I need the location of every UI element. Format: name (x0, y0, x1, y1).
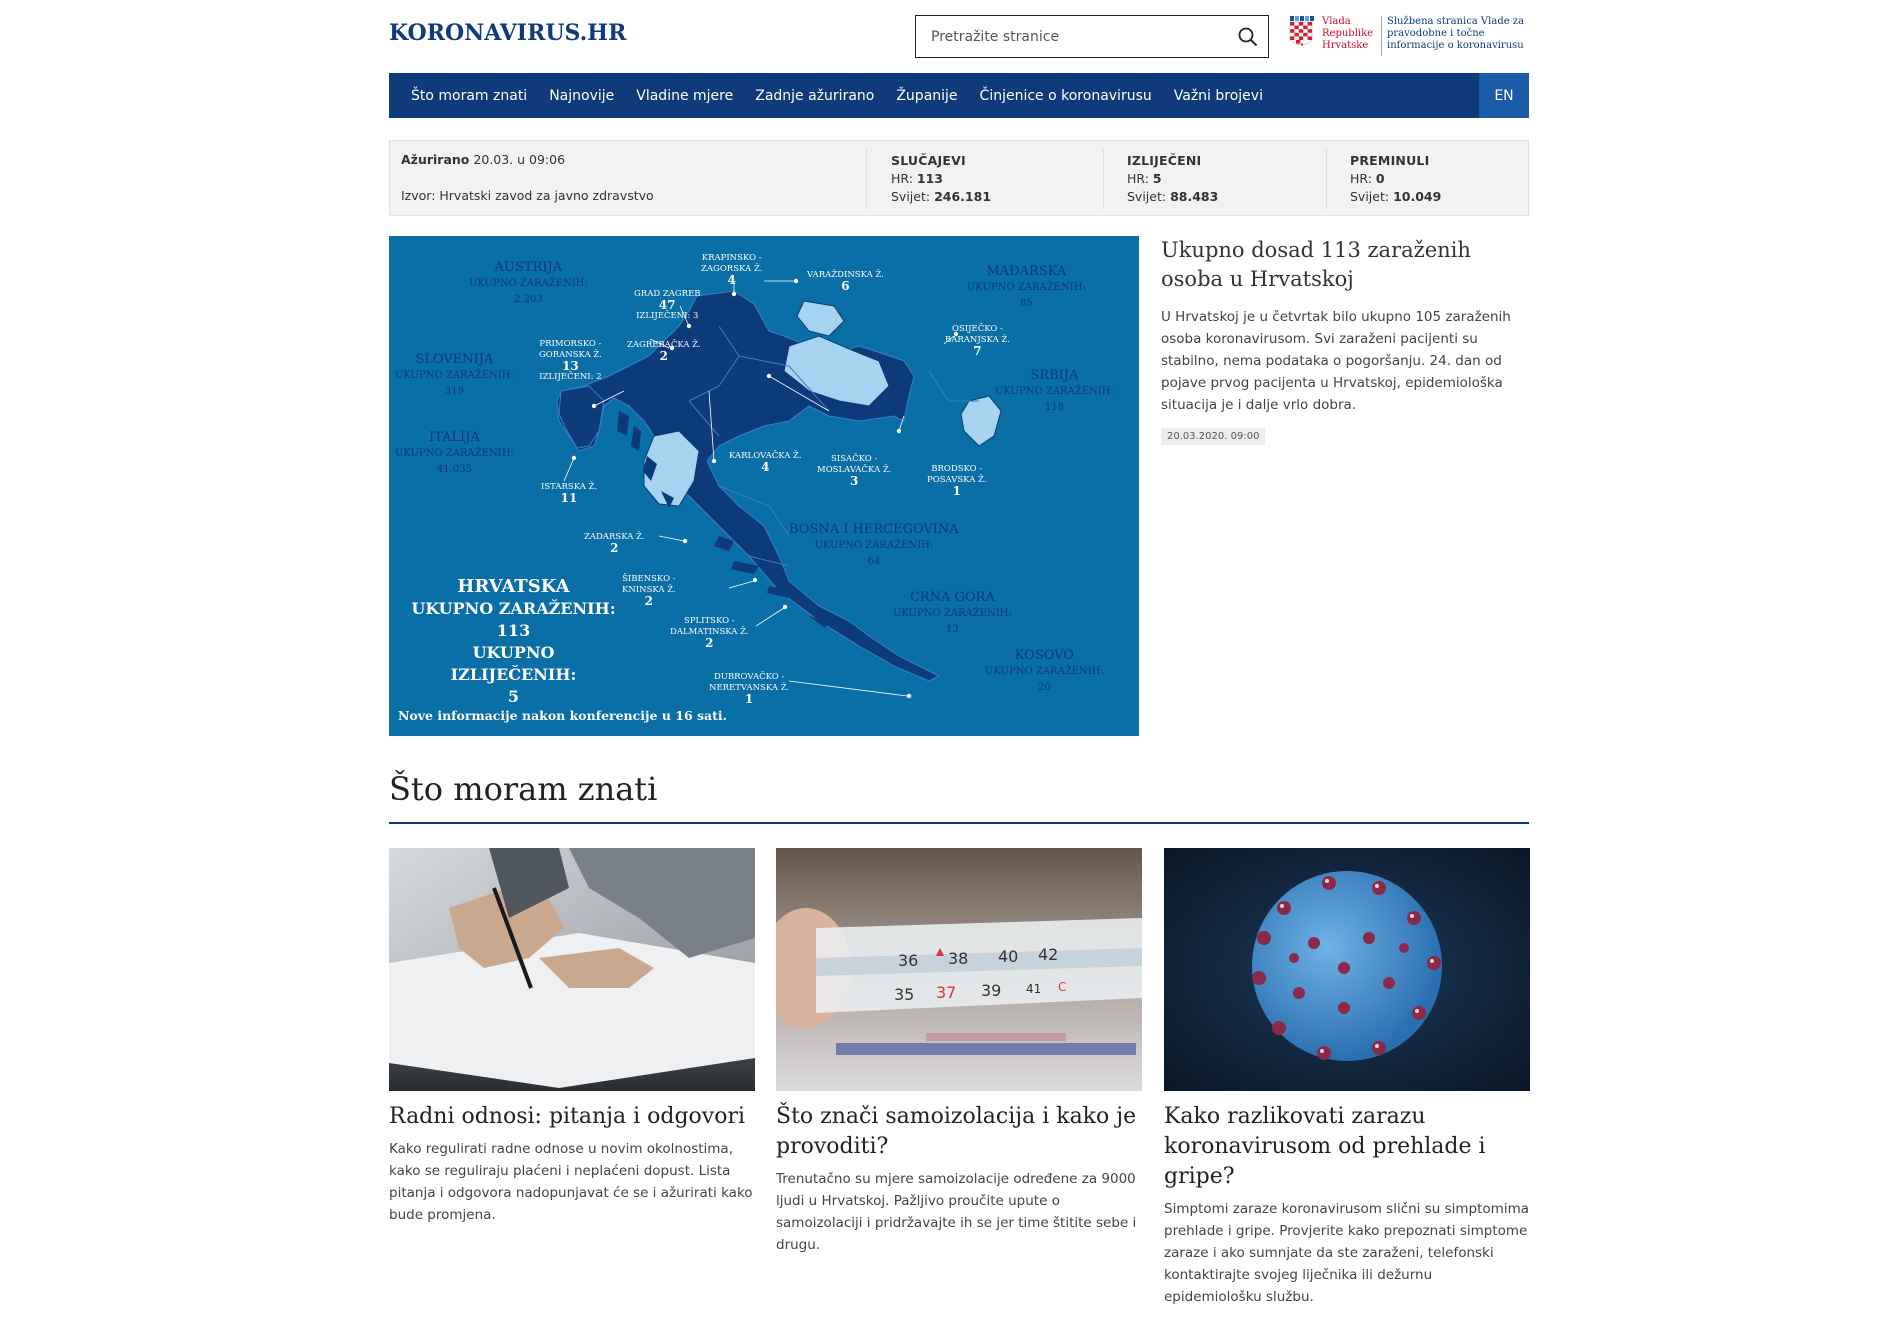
nav-item-najnovije[interactable]: Najnovije (549, 87, 615, 104)
nav-item-sto-moram-znati[interactable]: Što moram znati (411, 87, 528, 104)
county-sisacko-moslavacka[interactable] (817, 454, 891, 487)
cases-title: SLUČAJEVI (891, 153, 966, 168)
croatia-title: HRVATSKA (457, 576, 570, 597)
county-value: 13 (562, 359, 579, 373)
thermo-tick-35: 35 (894, 985, 915, 1004)
card-razlikovati-zarazu[interactable] (1164, 848, 1530, 1308)
section-header (389, 770, 1529, 824)
thermo-tick-37: 37 (936, 983, 957, 1002)
county-varazdinska[interactable] (807, 270, 884, 292)
nav-item-vazni-brojevi[interactable]: Važni brojevi (1173, 87, 1263, 104)
county-sibensko-kninska[interactable] (622, 574, 676, 607)
croatia-recovered-value: 5 (507, 687, 520, 706)
thermo-unit: C (1058, 980, 1067, 994)
deceased-world-label: Svijet: (1350, 189, 1390, 204)
stats-bar (389, 140, 1529, 216)
card-text: Simptomi zaraze koronavirusom slični su simptomima prehlade i gripe. Provjerite kako prepoznati simptome zaraze i ako sumnjate da ste zaraženi, telefonski kontaktirajte svojeg liječnika ili dežurnu epidemiološku službu. (1164, 1201, 1529, 1305)
county-name: SISAČKO - (831, 454, 878, 464)
county-name: KARLOVAČKA Ž. (729, 451, 802, 461)
county-name: ŠIBENSKO - (622, 574, 676, 584)
country-name: BOSNA I HERCEGOVINA (789, 522, 959, 537)
county-brodsko-posavska[interactable] (927, 464, 987, 497)
country-value: 41.035 (436, 464, 472, 475)
card-title[interactable]: Što znači samoizolacija i kako je provoditi? (776, 1104, 1137, 1159)
county-name: VARAŽDINSKA Ž. (807, 270, 884, 280)
card-image-virus[interactable] (1164, 848, 1530, 1091)
county-osijecko-baranjska[interactable] (945, 324, 1010, 357)
county-dubrovacko-neretvanska[interactable] (709, 672, 789, 705)
divider (1381, 16, 1382, 56)
article-date: 20.03.2020. 09:00 (1161, 428, 1265, 445)
article-text: U Hrvatskoj je u četvrtak bilo ukupno 105 zaraženih osoba koronavirusom. Svi zaraženi pacijenti su stabilno, nema podataka o pogoršanju. 24. dan od pojave prvog pacijenta u Hrvatskoj, epidemiološka situacija je i dalje vrlo dobra. (1161, 309, 1511, 413)
divider (866, 149, 867, 209)
county-name: ZADARSKA Ž. (584, 532, 645, 542)
card-text: Trenutačno su mjere samoizolacije određene za 9000 ljudi u Hrvatskoj. Pažljivo proučite upute o samoizolaciji i pridržavajte ih se jer time štitite sebe i drugu. (776, 1171, 1137, 1253)
thermo-tick-40: 40 (998, 947, 1019, 966)
country-name: KOSOVO (1014, 648, 1074, 663)
thermo-tick-36: 36 (898, 951, 919, 970)
county-value: 6 (841, 279, 850, 293)
county-name-2: BARANJSKA Ž. (945, 335, 1010, 345)
county-zadarska[interactable] (584, 532, 645, 554)
deceased-world-value: 10.049 (1393, 189, 1442, 204)
card-radni-odnosi[interactable] (389, 848, 755, 1226)
county-name: KRAPINSKO - (701, 253, 762, 263)
country-label: UKUPNO ZARAŽENIH: (967, 282, 1086, 293)
county-name: BRODSKO - (931, 464, 983, 474)
thermo-tick-41: 41 (1026, 982, 1042, 996)
government-description: Službena stranica Vlade za pravodobne i točne informacije o koronavirusu (1387, 16, 1525, 51)
county-value: 1 (952, 484, 961, 498)
card-title[interactable]: Radni odnosi: pitanja i odgovori (389, 1104, 746, 1129)
istria-shape (559, 386, 604, 448)
county-name-2: GORANSKA Ž. (539, 350, 602, 360)
map-note: Nove informacije nakon konferencije u 16 sati. (398, 708, 728, 723)
updated-value: 20.03. u 09:06 (473, 152, 566, 167)
language-switch-en[interactable]: EN (1479, 73, 1529, 118)
county-value: 1 (744, 692, 754, 706)
cases-hr-label: HR: (891, 171, 913, 186)
county-krapinsko-zagorska[interactable] (701, 253, 762, 286)
card-image-writing[interactable] (389, 848, 755, 1091)
county-value: 47 (658, 298, 676, 312)
search-box[interactable] (915, 15, 1269, 58)
country-name: CRNA GORA (909, 590, 995, 605)
country-slovenia (395, 352, 514, 400)
country-value: 20 (1038, 682, 1051, 693)
cases-world-label: Svijet: (891, 189, 931, 204)
county-value: 4 (761, 460, 770, 474)
county-value: 2 (610, 541, 619, 555)
stats-cases (891, 152, 991, 206)
croatia-totals (411, 576, 616, 708)
county-primorsko-goranska[interactable] (539, 339, 602, 383)
county-name-2: KNINSKA Ž. (622, 585, 676, 595)
county-name: ISTARSKA Ž. (541, 482, 598, 492)
country-label: UKUPNO ZARAŽENIH: (893, 608, 1012, 619)
recovered-hr-value: 5 (1152, 171, 1162, 186)
county-name: OSIJEČKO - (951, 324, 1003, 334)
divider (1103, 149, 1104, 209)
deceased-title: PREMINULI (1350, 153, 1430, 168)
country-kosovo (985, 648, 1104, 696)
source-text: Izvor: Hrvatski zavod za javno zdravstvo (401, 188, 654, 203)
government-link[interactable] (1288, 16, 1525, 56)
country-value: 118 (1044, 402, 1064, 413)
country-label: UKUPNO ZARAŽENIH: (995, 386, 1114, 397)
county-name: GRAD ZAGREB (634, 289, 701, 299)
county-name-2: ZAGORSKA Ž. (701, 264, 763, 274)
county-value: 11 (560, 491, 578, 505)
county-zagrebacka[interactable] (627, 340, 701, 362)
thermo-tick-42: 42 (1038, 945, 1059, 964)
county-recovered: IZLIJEČENI: 3 (636, 311, 699, 321)
nav-item-vladine-mjere[interactable]: Vladine mjere (636, 87, 734, 104)
country-name: SRBIJA (1030, 368, 1079, 383)
country-name: SLOVENIJA (415, 352, 494, 367)
croatia-recovered-label: UKUPNO IZLIJEČENIH: (450, 643, 577, 684)
county-name: SPLITSKO - (683, 616, 735, 626)
county-value: 7 (973, 344, 982, 358)
county-splitsko-dalmatinska[interactable] (670, 616, 749, 649)
stats-recovered (1127, 152, 1218, 206)
card-title[interactable]: Kako razlikovati zarazu koronavirusom od prehlade i gripe? (1164, 1104, 1486, 1189)
recovered-title: IZLIJEČENI (1127, 153, 1202, 168)
update-info (401, 152, 565, 167)
country-name: AUSTRIJA (494, 260, 563, 275)
croatia-infected-value: 113 (496, 621, 531, 640)
county-name-2: POSAVSKA Ž. (927, 475, 987, 485)
country-serbia (995, 368, 1114, 416)
updated-label: Ažurirano (401, 152, 470, 167)
country-austria (469, 260, 588, 308)
lead-article (1161, 236, 1529, 445)
croatia-map[interactable] (389, 236, 1139, 736)
country-label: UKUPNO ZARAŽENIH: (395, 370, 514, 381)
country-name: ITALIJA (428, 430, 480, 445)
card-samoizolacija[interactable] (776, 848, 1142, 1256)
card-text: Kako regulirati radne odnose u novim okolnostima, kako se reguliraju plaćeni i neplaćeni dopust. Lista pitanja i odgovora nadopunjavat će se i ažurirati kako bude promjena. (389, 1141, 753, 1223)
thermo-tick-38: 38 (948, 949, 969, 968)
county-value: 2 (705, 636, 714, 650)
county-istarska[interactable] (541, 482, 597, 504)
country-italy (395, 430, 514, 478)
country-label: UKUPNO ZARAŽENIH: (985, 666, 1104, 677)
croatia-infected-label: UKUPNO ZARAŽENIH: (411, 599, 616, 618)
county-name-2: MOSLAVAČKA Ž. (817, 465, 892, 475)
county-value: 4 (727, 273, 736, 287)
nav-item-cinjenice[interactable]: Činjenice o koronavirusu (979, 87, 1152, 104)
deceased-hr-label: HR: (1350, 171, 1372, 186)
site-logo[interactable]: KORONAVIRUS.HR (389, 20, 627, 46)
recovered-world-value: 88.483 (1170, 189, 1219, 204)
county-value: 2 (659, 349, 668, 363)
country-bih (789, 522, 959, 570)
country-label: UKUPNO ZARAŽENIH: (814, 540, 934, 551)
deceased-hr-value: 0 (1375, 171, 1385, 186)
county-recovered: IZLIJEČENI: 2 (539, 372, 602, 382)
divider (1326, 149, 1327, 209)
country-value: 85 (1020, 298, 1033, 309)
main-navigation (389, 73, 1529, 118)
thermo-tick-39: 39 (981, 981, 1002, 1000)
county-value: 2 (644, 594, 654, 608)
country-value: 319 (444, 386, 464, 397)
stats-deceased (1350, 152, 1441, 206)
article-title[interactable]: Ukupno dosad 113 zaraženih osoba u Hrvatskoj (1161, 238, 1471, 291)
country-value: 2.203 (514, 294, 543, 305)
nav-item-zadnje-azurirano[interactable]: Zadnje ažurirano (755, 87, 875, 104)
county-light-north (797, 301, 844, 336)
cases-hr-value: 113 (916, 171, 943, 186)
county-name-2: NERETVANSKA Ž. (709, 683, 790, 693)
search-input[interactable] (916, 16, 1228, 57)
county-value: 3 (850, 474, 859, 488)
section-title: Što moram znati (389, 770, 658, 808)
country-name: MAĐARSKA (986, 264, 1067, 279)
country-value: 13 (946, 624, 959, 635)
county-karlovacka[interactable] (729, 451, 802, 473)
card-image-thermometer[interactable] (776, 848, 1142, 1091)
country-label: UKUPNO ZARAŽENIH: (469, 278, 588, 289)
cases-world-value: 246.181 (934, 189, 992, 204)
croatian-coat-of-arms-icon (1288, 16, 1314, 50)
county-name: PRIMORSKO - (539, 339, 602, 349)
county-name: DUBROVAČKO - (713, 672, 785, 682)
country-montenegro (893, 590, 1012, 638)
section-rule (389, 822, 1529, 824)
county-grad-zagreb[interactable] (634, 289, 701, 322)
government-name: Vlada Republike Hrvatske (1322, 16, 1374, 51)
recovered-world-label: Svijet: (1127, 189, 1167, 204)
country-label: UKUPNO ZARAŽENIH: (395, 448, 514, 459)
county-name-2: DALMATINSKA Ž. (670, 627, 749, 637)
search-icon[interactable] (1228, 27, 1268, 47)
country-hungary (967, 264, 1086, 312)
recovered-hr-label: HR: (1127, 171, 1149, 186)
nav-item-zupanije[interactable]: Županije (896, 87, 958, 104)
country-value: 64 (867, 556, 881, 567)
county-name: ZAGREBAČKA Ž. (627, 340, 701, 350)
